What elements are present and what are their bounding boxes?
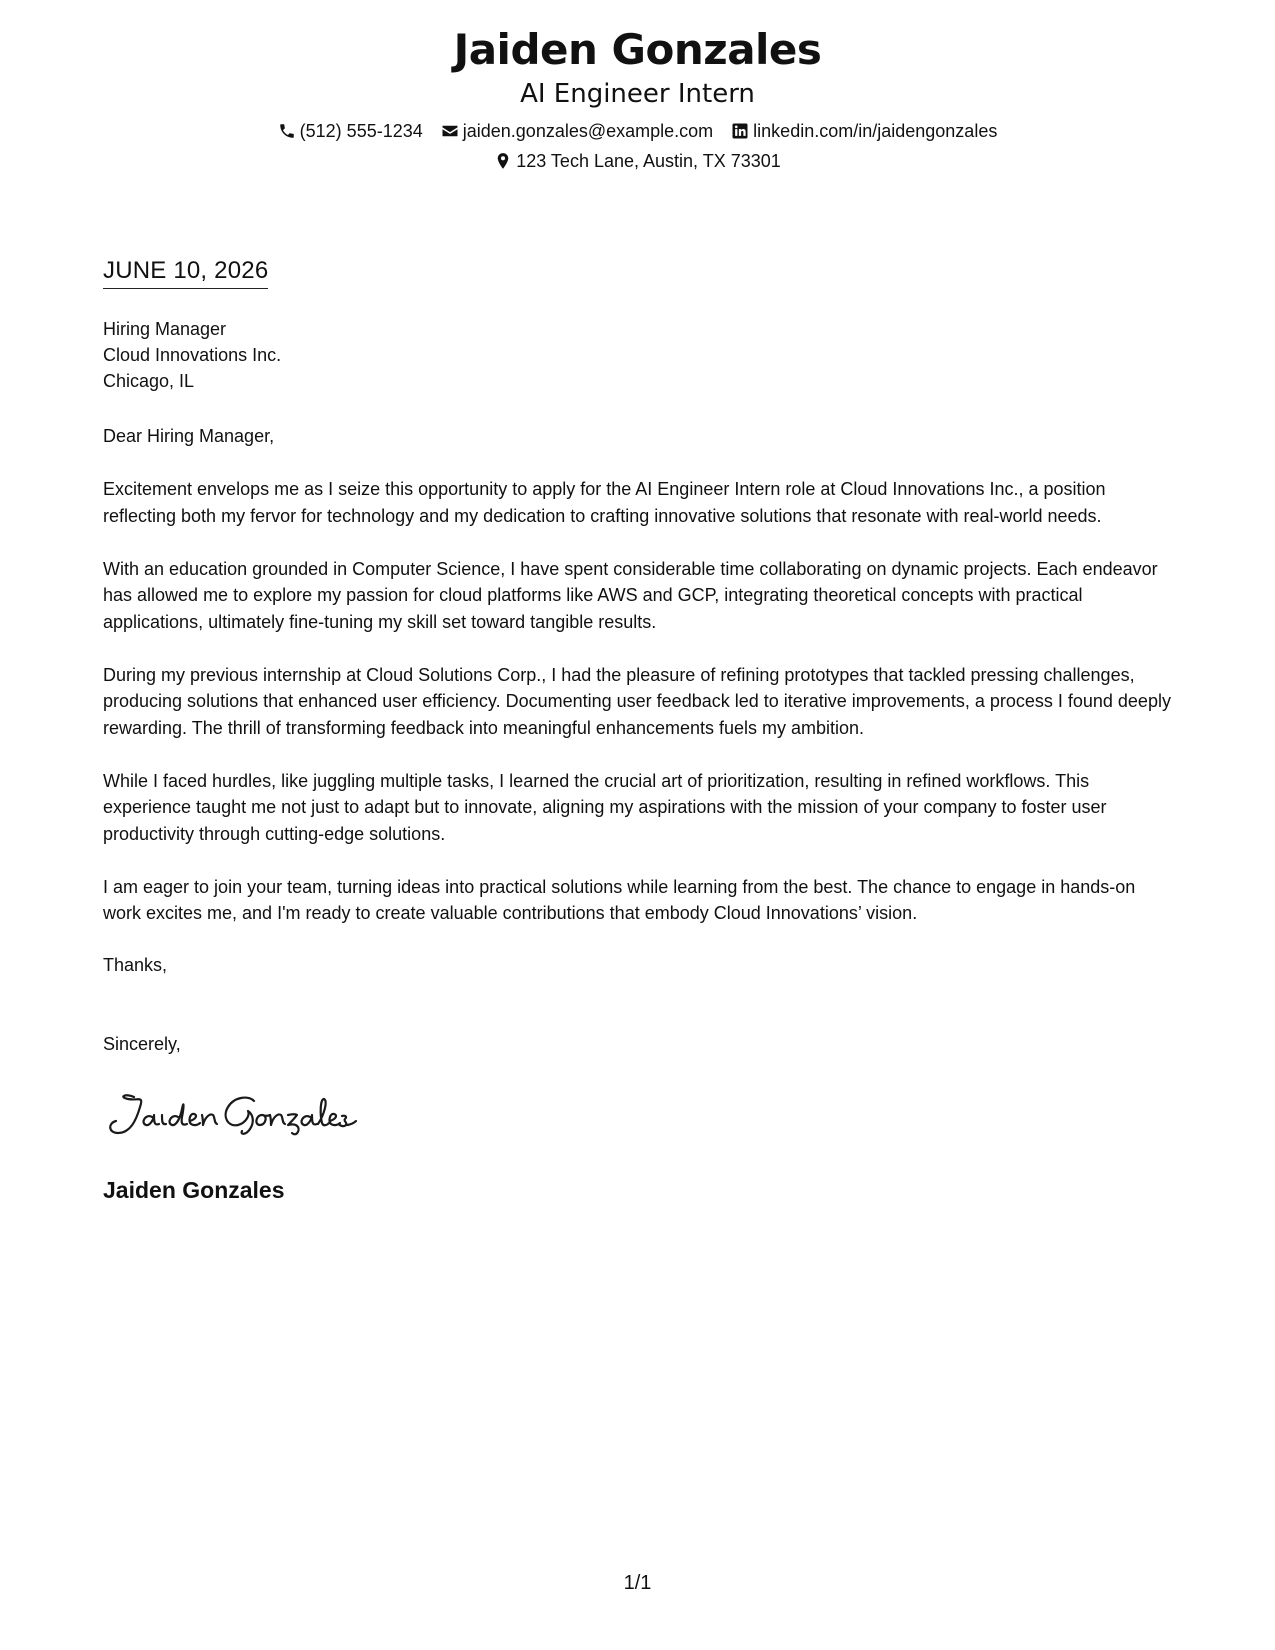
- linkedin-url: linkedin.com/in/jaidengonzales: [753, 121, 998, 141]
- letter-date: JUNE 10, 2026: [103, 256, 268, 289]
- closing-thanks: Thanks,: [103, 955, 168, 975]
- linkedin-icon: [731, 122, 749, 140]
- body-paragraph: While I faced hurdles, like juggling multiple tasks, I learned the crucial art of prioritization, resulting in refined workflows. This experience taught me not just to adapt but to innovate, aligning my aspirations with the mission of your company to foster user productivity through cutting-edge solutions.: [103, 770, 1107, 844]
- contact-row-secondary: [0, 148, 1275, 174]
- envelope-icon: [441, 122, 459, 140]
- applicant-role: AI Engineer Intern: [520, 79, 755, 109]
- applicant-name: Jaiden Gonzales: [453, 25, 822, 74]
- body-paragraph: I am eager to join your team, turning ideas into practical solutions while learning from the best. The chance to engage in hands-on work excites me, and I'm ready to create valuable contributions that embody Cloud Innovations’ vision.: [103, 876, 1136, 923]
- recipient-block: [103, 316, 281, 394]
- body-paragraph: Excitement envelops me as I seize this opportunity to apply for the AI Engineer Intern role at Cloud Innovations Inc., a position reflecting both my fervor for technology and my dedication to crafting innovative solutions that resonate with real-world needs.: [103, 479, 1106, 526]
- page-number: 1/1: [623, 1572, 652, 1594]
- contact-linkedin: [731, 118, 997, 144]
- signed-name: Jaiden Gonzales: [103, 1177, 285, 1203]
- recipient-title: Hiring Manager: [103, 319, 227, 339]
- letter-body: [103, 423, 1173, 953]
- phone-icon: [278, 122, 296, 140]
- contact-row-primary: [0, 118, 1275, 144]
- contact-phone: [278, 118, 423, 144]
- recipient-company: Cloud Innovations Inc.: [103, 345, 282, 365]
- street-address: 123 Tech Lane, Austin, TX 73301: [516, 151, 781, 171]
- map-pin-icon: [494, 152, 512, 170]
- email-address: jaiden.gonzales@example.com: [462, 121, 714, 141]
- body-paragraph: During my previous internship at Cloud Solutions Corp., I had the pleasure of refining prototypes that tackled pressing challenges, producing solutions that enhanced user efficiency. Documenting user feedback led to iterative improvements, a process I found deeply rewarding. The thrill of transforming feedback into meaningful enhancements fuels my ambition.: [103, 664, 1171, 738]
- contact-email: [441, 118, 713, 144]
- recipient-location: Chicago, IL: [103, 371, 195, 391]
- body-paragraph: With an education grounded in Computer Science, I have spent considerable time collaborating on dynamic projects. Each endeavor has allowed me to explore my passion for cloud platforms like AWS and GCP, integrating theoretical concepts with practical applications, ultimately fine-tuning my skill set toward tangible results.: [103, 558, 1158, 632]
- letter-header: [0, 22, 1275, 174]
- contact-address: [494, 148, 781, 174]
- salutation: Dear Hiring Manager,: [103, 426, 275, 446]
- phone-number: (512) 555-1234: [299, 121, 423, 141]
- closing-sincerely: Sincerely,: [103, 1034, 181, 1054]
- handwritten-signature: [104, 1085, 364, 1145]
